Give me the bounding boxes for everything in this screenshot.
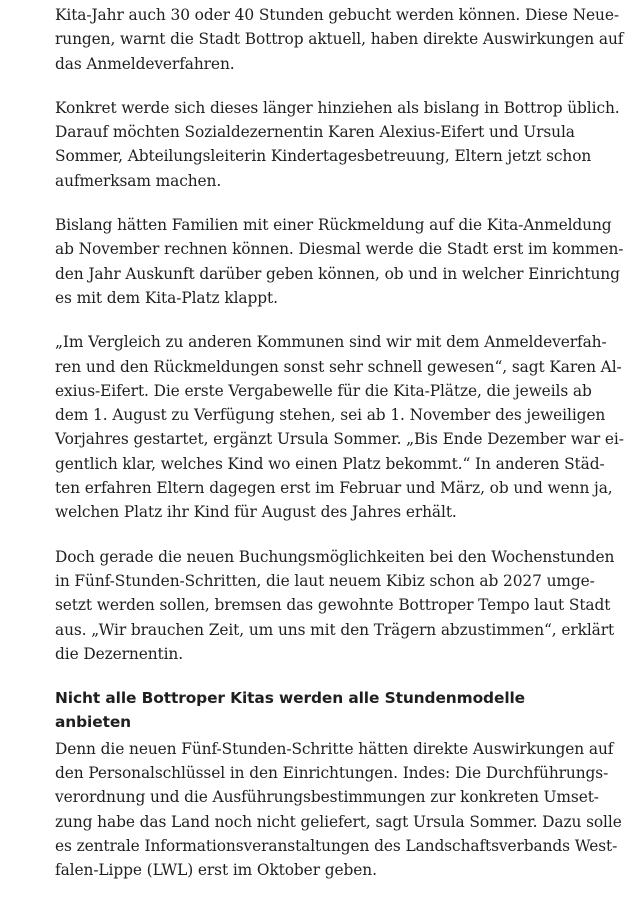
paragraph-4: [55, 330, 624, 524]
text-line: den Jahr Auskunft darüber geben können, ob und in welcher Einrichtung: [55, 264, 620, 283]
text-line: aufmerksam machen.: [55, 171, 222, 190]
text-line: exius-Eifert. Die erste Vergabewelle für die Kita-Plätze, die jeweils ab: [55, 381, 592, 400]
text-line: in Fünf-Stunden-Schritten, die laut neuem Kibiz schon ab 2027 umge-: [55, 571, 595, 590]
paragraph-1: [55, 3, 624, 76]
text-line: Sommer, Abteilungsleiterin Kindertagesbetreuung, Eltern jetzt schon: [55, 147, 592, 166]
text-line: setzt werden sollen, bremsen das gewohnte Bottroper Tempo laut Stadt: [55, 596, 611, 615]
text-line: rungen, warnt die Stadt Bottrop aktuell, haben direkte Auswirkungen auf: [55, 30, 624, 49]
text-line: Bislang hätten Familien mit einer Rückmeldung auf die Kita-Anmeldung: [55, 216, 612, 235]
text-line: verordnung und die Ausführungsbestimmungen zur konkreten Umset-: [55, 788, 599, 807]
text-line: Kita-Jahr auch 30 oder 40 Stunden gebucht werden können. Diese Neue-: [55, 6, 619, 24]
text-line: das Anmeldeverfahren.: [55, 54, 235, 73]
text-line: dem 1. August zu Verfügung stehen, sei ab 1. November des jeweiligen: [55, 406, 606, 425]
text-line: „Im Vergleich zu anderen Kommunen sind wir mit dem Anmeldeverfah-: [55, 333, 607, 352]
text-line: gentlich klar, welches Kind wo einen Platz bekommt.“ In anderen Städ-: [55, 454, 605, 473]
paragraph-2: [55, 96, 620, 193]
text-line: Denn die neuen Fünf-Stunden-Schritte hätten direkte Auswirkungen auf: [55, 739, 614, 758]
paragraph-3: [55, 213, 624, 310]
text-line: ab November rechnen können. Diesmal werde die Stadt erst im kommen-: [55, 240, 624, 259]
paragraph-5: [55, 545, 615, 666]
text-line: aus. „Wir brauchen Zeit, um uns mit den Trägern abzustimmen“, erklärt: [55, 620, 615, 639]
section-subheading: Nicht alle Bottroper Kitas werden alle Stundenmodelle anbieten: [55, 689, 526, 732]
text-line: den Personalschlüssel in den Einrichtungen. Indes: Die Durchführungs-: [55, 764, 609, 783]
text-line: Doch gerade die neuen Buchungsmöglichkeiten bei den Wochenstunden: [55, 547, 615, 566]
text-line: Darauf möchten Sozialdezernentin Karen Alexius-Eifert und Ursula: [55, 123, 575, 142]
text-line: die Dezernentin.: [55, 644, 184, 663]
text-line: zung habe das Land noch nicht geliefert, sagt Ursula Sommer. Dazu solle: [55, 812, 622, 831]
text-line: Konkret werde sich dieses länger hinziehen als bislang in Bottrop üblich.: [55, 98, 620, 117]
text-line: welchen Platz ihr Kind für August des Jahres erhält.: [55, 503, 457, 522]
text-line: falen-Lippe (LWL) erst im Oktober geben.: [55, 861, 377, 880]
text-line: es zentrale Informationsveranstaltungen des Landschaftsverbands West-: [55, 836, 618, 855]
paragraph-6: [55, 737, 622, 883]
text-line: Vorjahres gestartet, ergänzt Ursula Sommer. „Bis Ende Dezember war ei-: [55, 430, 624, 449]
text-line: ren und den Rückmeldungen sonst sehr schnell gewesen“, sagt Karen Al-: [55, 357, 622, 376]
text-line: ten erfahren Eltern dagegen erst im Februar und März, ob und wenn ja,: [55, 479, 613, 498]
article-body: [55, 3, 624, 903]
text-line: es mit dem Kita-Platz klappt.: [55, 288, 278, 307]
